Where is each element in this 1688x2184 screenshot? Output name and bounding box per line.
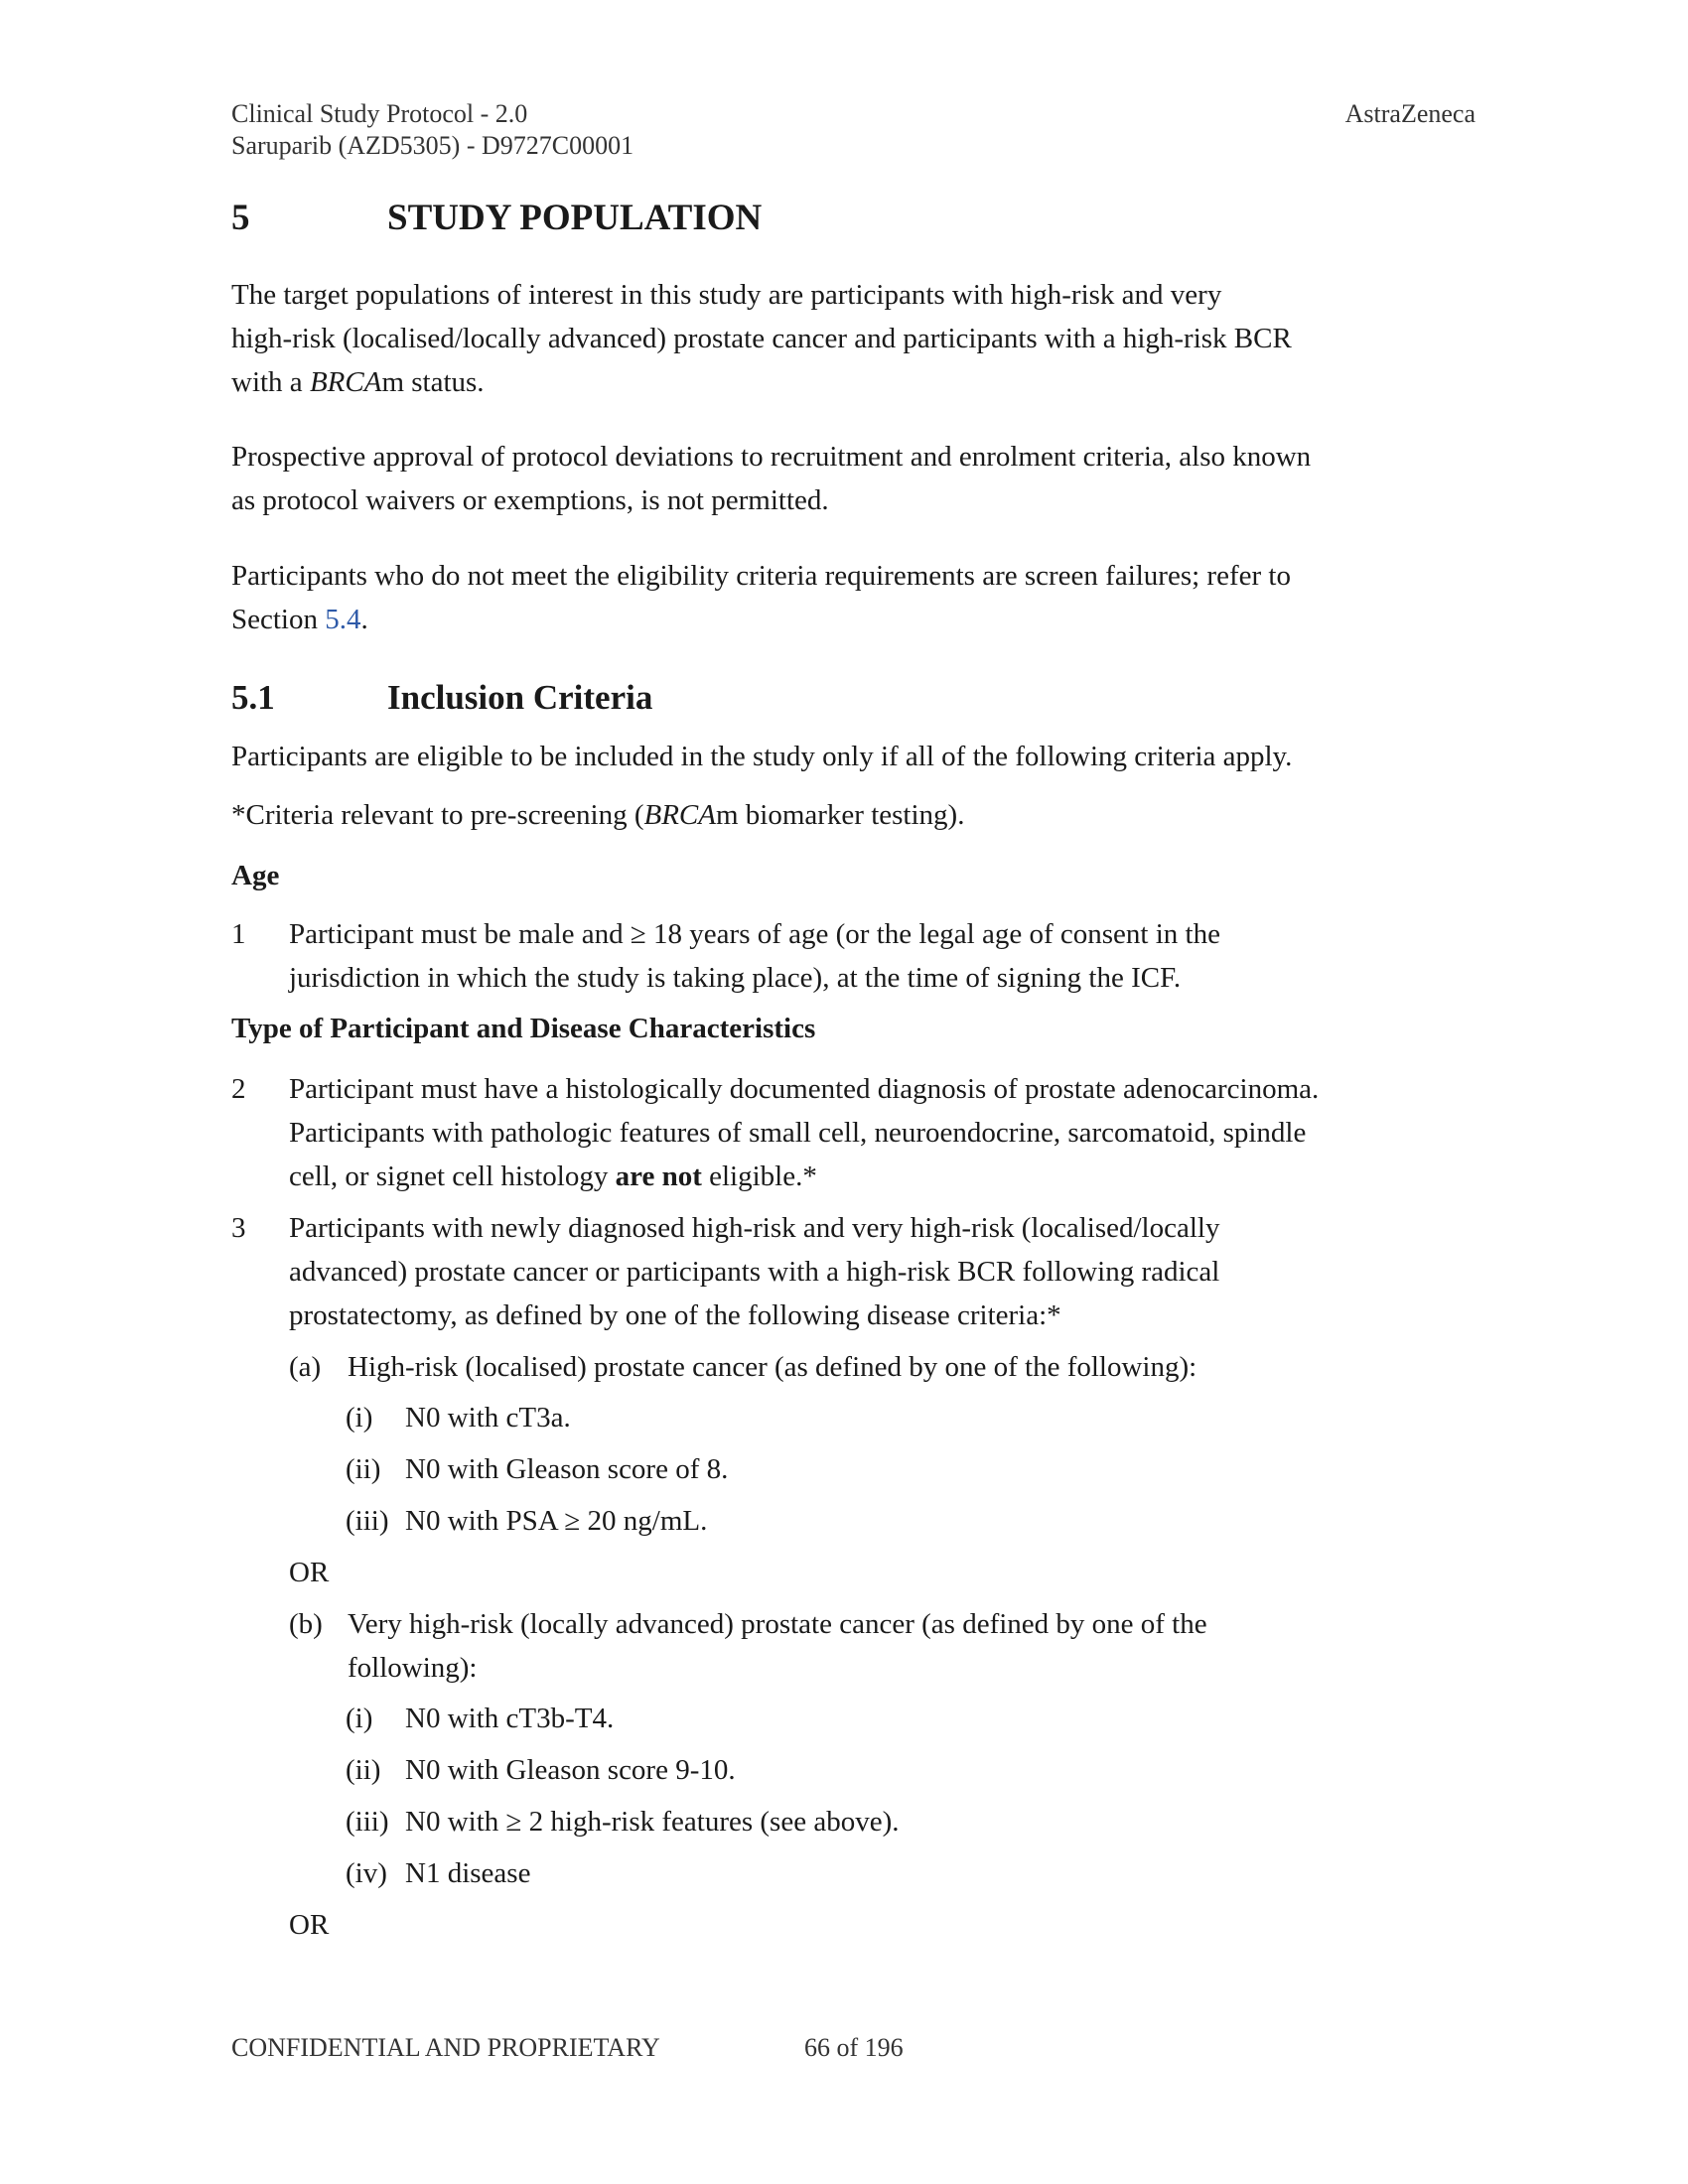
header-study-id: Saruparib (AZD5305) - D9727C00001 xyxy=(231,131,634,160)
section-5-4-link[interactable]: 5.4 xyxy=(325,604,361,635)
criterion-b-ii-text: N0 with Gleason score 9-10. xyxy=(405,1754,736,1786)
criterion-b-i-label: (i) xyxy=(346,1703,373,1734)
criterion-a-label: (a) xyxy=(289,1351,322,1383)
criterion-b-line1: Very high-risk (locally advanced) prostate cancer (as defined by one of the xyxy=(348,1608,1207,1640)
para1-line3 xyxy=(231,360,485,404)
para1-line1: The target populations of interest in this study are participants with high-risk and very xyxy=(231,279,1222,311)
criterion-a-ii-label: (ii) xyxy=(346,1453,381,1485)
section-5-title: STUDY POPULATION xyxy=(387,198,763,238)
age-heading: Age xyxy=(231,860,280,891)
criterion-b-ii-label: (ii) xyxy=(346,1754,381,1786)
item-3-number: 3 xyxy=(231,1212,246,1244)
item-3-line1: Participants with newly diagnosed high-risk and very high-risk (localised/locally xyxy=(289,1212,1220,1244)
para1-line3-post: m status. xyxy=(381,366,485,398)
criterion-a-iii-text: N0 with PSA ≥ 20 ng/mL. xyxy=(405,1505,708,1537)
item-3-line3: prostatectomy, as defined by one of the following disease criteria:* xyxy=(289,1299,1061,1331)
header-company: AstraZeneca xyxy=(1344,99,1476,128)
type-heading: Type of Participant and Disease Characteristics xyxy=(231,1013,816,1044)
note-pre: *Criteria relevant to pre-screening ( xyxy=(231,799,644,831)
header-protocol-title: Clinical Study Protocol - 2.0 xyxy=(231,99,528,128)
criterion-b-iii-text: N0 with ≥ 2 high-risk features (see above). xyxy=(405,1806,900,1838)
footer-page-number: 66 of 196 xyxy=(804,2033,904,2062)
criterion-b-line2: following): xyxy=(348,1652,478,1684)
para2-line1: Prospective approval of protocol deviations to recruitment and enrolment criteria, also known xyxy=(231,441,1312,473)
item-1-line1: Participant must be male and ≥ 18 years of age (or the legal age of consent in the xyxy=(289,918,1220,950)
para1-line2: high-risk (localised/locally advanced) prostate cancer and participants with a high-risk BCR xyxy=(231,323,1292,354)
para3-line2-pre: Section xyxy=(231,604,326,635)
criterion-a-iii-label: (iii) xyxy=(346,1505,389,1537)
are-not-emphasis: are not xyxy=(615,1160,702,1192)
criterion-a-i-text: N0 with cT3a. xyxy=(405,1402,571,1433)
item-1-line2: jurisdiction in which the study is taking place), at the time of signing the ICF. xyxy=(289,962,1182,994)
item-3-line2: advanced) prostate cancer or participants with a high-risk BCR following radical xyxy=(289,1256,1220,1288)
item-2-line3-pre: cell, or signet cell histology xyxy=(289,1160,616,1192)
section-5-1-title: Inclusion Criteria xyxy=(387,678,653,717)
criterion-b-iv-text: N1 disease xyxy=(405,1857,531,1889)
para3-line2-post: . xyxy=(360,604,368,635)
para2-line2: as protocol waivers or exemptions, is not permitted. xyxy=(231,484,829,516)
item-2-line3 xyxy=(289,1155,817,1198)
criterion-b-i-text: N0 with cT3b-T4. xyxy=(405,1703,615,1734)
section-5-number: 5 xyxy=(231,198,250,238)
item-1-number: 1 xyxy=(231,918,246,950)
para3-line2 xyxy=(231,598,368,641)
para3-line1: Participants who do not meet the eligibility criteria requirements are screen failures; refer to xyxy=(231,560,1291,592)
item-2-line3-post: eligible.* xyxy=(701,1160,817,1192)
note-post: m biomarker testing). xyxy=(715,799,965,831)
brca-term: BRCA xyxy=(643,799,716,831)
prescreening-note xyxy=(231,793,964,837)
criterion-a-ii-text: N0 with Gleason score of 8. xyxy=(405,1453,729,1485)
or-separator-2: OR xyxy=(289,1909,330,1941)
criterion-b-iii-label: (iii) xyxy=(346,1806,389,1838)
or-separator-1: OR xyxy=(289,1557,330,1588)
criterion-b-label: (b) xyxy=(289,1608,323,1640)
item-2-line2: Participants with pathologic features of small cell, neuroendocrine, sarcomatoid, spindle xyxy=(289,1117,1307,1149)
para1-line3-pre: with a xyxy=(231,366,310,398)
criterion-b-iv-label: (iv) xyxy=(346,1857,387,1889)
section-5-1-number: 5.1 xyxy=(231,678,275,717)
footer-confidential: CONFIDENTIAL AND PROPRIETARY xyxy=(231,2033,660,2062)
criterion-a-i-label: (i) xyxy=(346,1402,373,1433)
brca-term: BRCA xyxy=(309,366,382,398)
item-2-line1: Participant must have a histologically documented diagnosis of prostate adenocarcinoma. xyxy=(289,1073,1320,1105)
inclusion-intro: Participants are eligible to be included in the study only if all of the following criteria apply. xyxy=(231,741,1293,772)
item-2-number: 2 xyxy=(231,1073,246,1105)
criterion-a-text: High-risk (localised) prostate cancer (as defined by one of the following): xyxy=(348,1351,1197,1383)
